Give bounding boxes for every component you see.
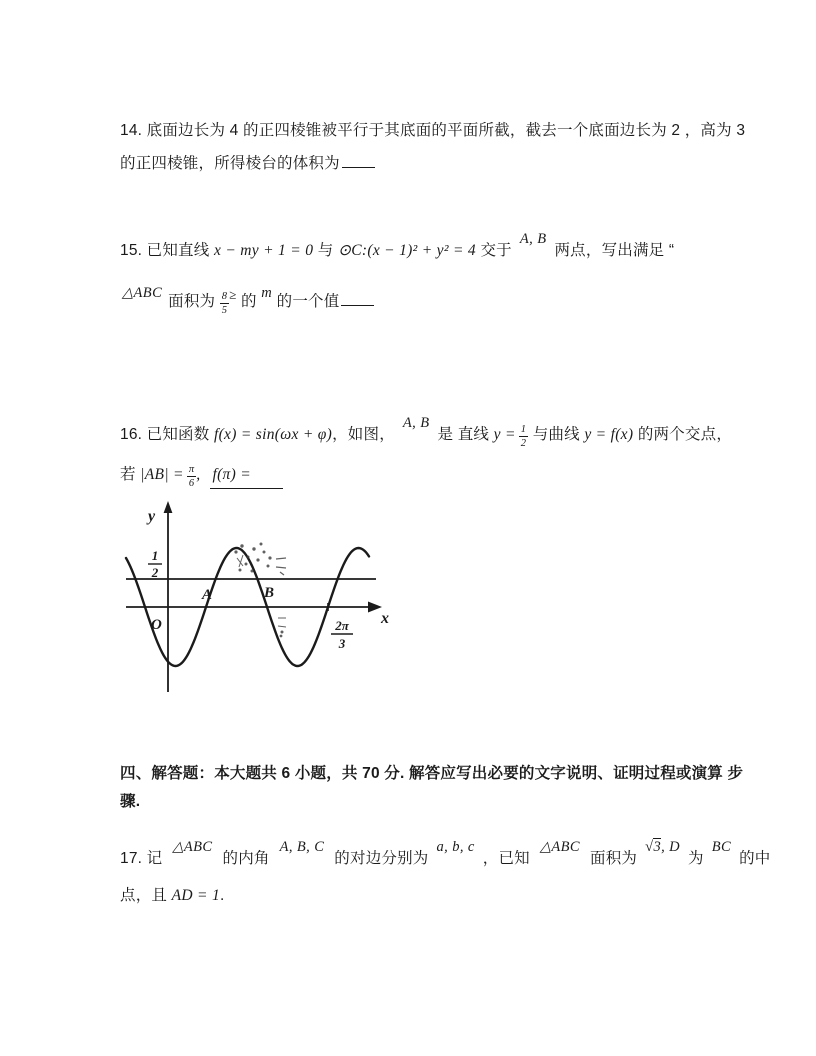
problem-17-line-1	[120, 839, 771, 870]
comma: ,	[196, 466, 201, 484]
problem-text: 两点，写出满足 “	[554, 242, 675, 259]
half-tick-numerator: 1	[151, 548, 159, 563]
problem-text: 面积为	[168, 293, 220, 311]
section-header-line-2	[120, 791, 140, 812]
y-axis-label: y	[148, 508, 156, 525]
problem-text: 的对边分别为	[334, 850, 429, 867]
quote-mark: ≥	[229, 287, 237, 303]
problem-16-line-1	[120, 415, 733, 450]
problem-17-line-2	[120, 885, 225, 906]
problem-text: 的内角	[222, 850, 270, 867]
problem-text: 交于	[475, 242, 512, 259]
segment-bc: BC	[711, 839, 732, 855]
problem-text: 点，且	[120, 887, 172, 904]
problem-text: 的两个交点，	[633, 426, 733, 444]
sides-abc: a, b, c	[436, 839, 475, 855]
line-y-equals: y =	[493, 426, 516, 444]
x-axis-label: x	[381, 610, 389, 627]
points-ab: A, B	[519, 231, 547, 247]
problem-number: 15.	[120, 242, 147, 259]
problem-text: 面积为	[590, 850, 638, 867]
problem-text: 为	[688, 850, 704, 867]
line-equation: x − my + 1 = 0	[213, 242, 314, 259]
problem-text: 与曲线	[528, 426, 585, 444]
point-b-label: B	[264, 585, 275, 601]
x-axis-arrow-icon	[368, 602, 382, 613]
triangle-abc: △ABC	[172, 839, 213, 855]
triangle-abc: △ABC	[122, 285, 163, 302]
problem-text: 已知函数	[146, 426, 214, 444]
points-ab: A, B	[402, 415, 430, 432]
sine-graph-svg	[118, 500, 408, 700]
answer-underline	[210, 464, 283, 489]
half-tick-denominator: 2	[151, 565, 159, 580]
section-header-line-1	[120, 763, 743, 784]
problem-15-line-1	[120, 231, 675, 262]
problem-text: 若	[120, 466, 141, 484]
variable-m: m	[261, 285, 273, 302]
problem-text: 的正四棱锥，所得棱台的体积为	[120, 155, 340, 172]
triangle-abc: △ABC	[539, 839, 580, 855]
ab-length: |AB| =	[140, 466, 184, 484]
y-axis-arrow-icon	[164, 501, 173, 513]
curve-y-equals: y = f(x)	[584, 426, 634, 444]
f-pi-equals: f(π) =	[212, 466, 251, 484]
problem-text: ，已知	[482, 850, 530, 867]
fraction-1-2: $\frac{1}{2}$	[520, 424, 527, 450]
problem-number: 14.	[120, 122, 147, 139]
problem-text: 已知直线	[146, 242, 214, 259]
problem-text: 与	[313, 242, 338, 259]
tick-numerator: 2π	[335, 618, 349, 633]
problem-16-line-2	[120, 464, 283, 489]
problem-text: 的中	[739, 850, 771, 867]
function-graph	[118, 500, 408, 700]
answer-blank	[342, 164, 375, 168]
problem-text: 的一个值	[272, 293, 340, 311]
radical-icon: √	[645, 839, 654, 855]
tick-denominator: 3	[338, 636, 346, 651]
problem-number: 17.	[120, 850, 147, 867]
point-d: , D	[661, 839, 681, 855]
angles-abc: A, B, C	[279, 839, 325, 855]
point-a-label: A	[202, 587, 213, 603]
problem-text: 记	[146, 850, 163, 867]
circle-equation: ⊙C:(x − 1)² + y² = 4	[337, 242, 476, 259]
radicand: 3	[653, 839, 662, 855]
origin-label: O	[151, 617, 162, 633]
problem-14-line-1	[120, 120, 745, 141]
ad-equation: AD = 1	[171, 887, 221, 904]
problem-text: .	[220, 887, 225, 904]
sqrt3-d	[645, 839, 680, 855]
problem-text: 的	[236, 293, 262, 311]
answer-blank	[341, 302, 374, 306]
function-definition: f(x) = sin(ωx + φ)	[213, 426, 333, 444]
problem-text: 是 直线	[437, 426, 494, 444]
section-header-text: 四、解答题：本大题共 6 小题，共 70 分. 解答应写出必要的文字说明、证明过程或演算 步	[120, 765, 744, 782]
problem-number: 16.	[120, 426, 147, 444]
problem-15-line-2	[122, 285, 374, 317]
fraction-pi-6: $\frac{\pi}{6}$	[188, 464, 195, 490]
fraction-8-5: $\frac{8}{5}$	[221, 291, 228, 317]
problem-14-line-2	[120, 153, 375, 174]
section-header-text: 骤.	[120, 793, 141, 810]
problem-text: ，如图，	[332, 426, 395, 444]
problem-text: 底面边长为 4 的正四棱锥被平行于其底面的平面所截，截去一个底面边长为 2 ，高为 3	[146, 122, 746, 139]
